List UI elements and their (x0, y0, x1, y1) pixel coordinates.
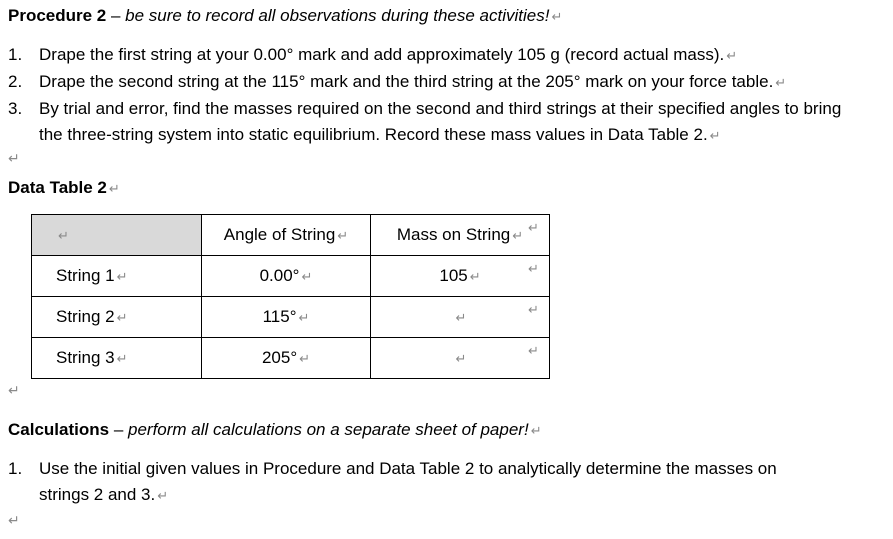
cell-mark-icon: ↵ (298, 310, 310, 325)
row-end-mark-icon: ↵ (528, 220, 539, 235)
paragraph-mark-icon: ↵ (8, 512, 20, 528)
table-row (32, 256, 550, 297)
paragraph-mark-icon: ↵ (530, 423, 542, 438)
angle-cell: 115° ↵ (202, 297, 371, 338)
cell-mark-icon: ↵ (455, 310, 467, 325)
calculations-dash: – (109, 420, 128, 439)
cell-mark-icon: ↵ (116, 310, 128, 325)
mass-cell (371, 297, 550, 338)
cell-mark-icon: ↵ (58, 228, 69, 243)
cell-mark-icon: ↵ (337, 228, 349, 243)
angle-cell: 0.00° ↵ (202, 256, 371, 297)
calculations-subtitle: perform all calculations on a separate sheet of paper! (128, 420, 529, 439)
step-number: 1. (8, 459, 23, 478)
procedure-dash: – (106, 6, 126, 25)
data-table-title (8, 178, 120, 198)
mass-cell: 105 ↵ (371, 256, 550, 297)
table-header-row (32, 215, 550, 256)
cell-mark-icon: ↵ (455, 351, 467, 366)
procedure-step-1 (8, 42, 868, 69)
cell-mark-icon: ↵ (116, 269, 128, 284)
paragraph-mark-icon: ↵ (709, 128, 721, 143)
calculations-title: Calculations (8, 420, 110, 439)
row-end-mark-icon: ↵ (528, 343, 539, 358)
paragraph-mark-icon: ↵ (775, 75, 787, 90)
procedure-step-2 (8, 69, 868, 96)
table-row (32, 338, 550, 379)
procedure-heading (8, 6, 562, 26)
table-header-cell: Angle of String ↵ (202, 215, 371, 256)
row-label-cell: String 3 ↵ (32, 338, 202, 379)
step-number: 2. (8, 72, 23, 91)
paragraph-mark-icon: ↵ (157, 488, 169, 503)
mass-cell (371, 338, 550, 379)
paragraph-mark-icon: ↵ (108, 181, 120, 196)
cell-mark-icon: ↵ (299, 351, 311, 366)
table-row (32, 297, 550, 338)
cell-mark-icon: ↵ (116, 351, 128, 366)
step-number: 1. (8, 45, 23, 64)
row-label-cell: String 1 ↵ (32, 256, 202, 297)
cell-mark-icon: ↵ (301, 269, 313, 284)
procedure-step-3 (8, 96, 868, 149)
step-text: Drape the second string at the 115° mark and the third string at the 205° mark on your force table. (39, 72, 774, 91)
paragraph-mark-icon: ↵ (726, 48, 738, 63)
calculations-step-1 (8, 456, 828, 509)
procedure-subtitle: be sure to record all observations during these activities! (125, 6, 550, 25)
angle-cell: 205° ↵ (202, 338, 371, 379)
row-end-mark-icon: ↵ (528, 261, 539, 276)
step-text: By trial and error, find the masses required on the second and third strings at their specified angles to bring the three-string system into static equilibrium. Record these mass values in Data Table 2. (39, 99, 842, 144)
row-end-mark-icon: ↵ (528, 302, 539, 317)
cell-mark-icon: ↵ (469, 269, 481, 284)
row-label-cell: String 2 ↵ (32, 297, 202, 338)
calculations-heading (8, 420, 542, 440)
data-table-title-text: Data Table 2 (8, 178, 107, 197)
data-table (31, 214, 550, 379)
table-header-cell: Mass on String ↵ (371, 215, 550, 256)
table-header-cell (32, 215, 202, 256)
paragraph-mark-icon: ↵ (551, 9, 563, 24)
procedure-title: Procedure 2 (8, 6, 107, 25)
cell-mark-icon: ↵ (512, 228, 524, 243)
step-text: Use the initial given values in Procedure and Data Table 2 to analytically determine the masses on strings 2 and 3. (39, 459, 777, 504)
step-number: 3. (8, 99, 23, 118)
procedure-steps (8, 42, 868, 149)
calculations-steps (8, 456, 828, 509)
step-text: Drape the first string at your 0.00° mark and add approximately 105 g (record actual mass). (39, 45, 725, 64)
paragraph-mark-icon: ↵ (8, 150, 20, 166)
paragraph-mark-icon: ↵ (8, 382, 20, 398)
